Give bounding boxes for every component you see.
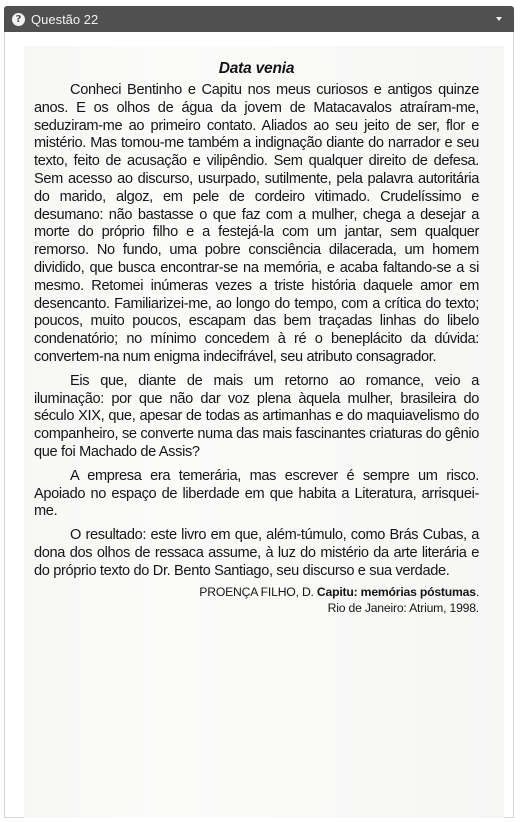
citation-author: PROENÇA FILHO, D.: [199, 584, 314, 599]
caret-down-icon[interactable]: [496, 17, 502, 21]
passage-title: Data venia: [218, 60, 295, 77]
citation-period: .: [475, 584, 479, 599]
passage-paragraph-2: Eis que, diante de mais um retorno ao romance, veio a iluminação: por que não dar voz plena àquela mulher, brasileira do século XIX, que, apesar de todas as artimanhas e do maquiavelismo do companheiro, se converte numa das mais fascinantes criaturas do gênio que foi Machado de Assis?: [34, 372, 479, 460]
question-header[interactable]: [4, 6, 514, 32]
citation-work: Capitu: memórias póstumas: [316, 584, 476, 599]
citation-publisher: Rio de Janeiro: Atrium, 1998.: [327, 600, 479, 615]
passage: [34, 60, 479, 616]
passage-paragraph-4: O resultado: este livro em que, além-túmulo, como Brás Cubas, a dona dos olhos de ressaca assume, à luz do mistério da arte literária e do próprio texto do Dr. Bento Santiago, seu discurso e sua verdade.: [34, 527, 479, 579]
citation: [34, 584, 479, 616]
question-title: Questão 22: [31, 11, 99, 27]
passage-paragraph-3: A empresa era temerária, mas escrever é sempre um risco. Apoiado no espaço de liberdade em que habita a Literatura, arrisquei-me.: [34, 467, 479, 520]
question-circle-icon: ?: [12, 13, 25, 26]
passage-paragraph-1: Conheci Bentinho e Capitu nos meus curiosos e antigos quinze anos. E os olhos de água da jovem de Matacavalos atraíram-me, seduziram-me ao primeiro contato. Aliados ao seu jeito de ser, flor e mistério. Mas tomou-me também a indignação diante do narrador e seu texto, feito de acusação e vilipêndio. Sem qualquer direito de defesa. Sem acesso ao discurso, usurpado, sutilmente, pela palavra autoritária do marido, algoz, em pele de cordeiro vitimado. Crudelíssimo e desumano: não bastasse o que faz com a mulher, chega a desejar a morte do próprio filho e a festejá-la com um jantar, sem qualquer remorso. No fundo, uma pobre consciência dilacerada, um homem dividido, que busca encontrar-se na memória, e acaba faltando-se a si mesmo. Retomei inúmeras vezes a triste história daquele amor em desencanto. Familiarizei-me, ao longo do tempo, com a crítica do texto; poucos, muito poucos, escapam das bem traçadas linhas do libelo condenatório; no mínimo concedem à ré o beneplácito da dúvida: convertem-na num enigma indecifrável, seu atributo consagrador.: [34, 82, 479, 365]
